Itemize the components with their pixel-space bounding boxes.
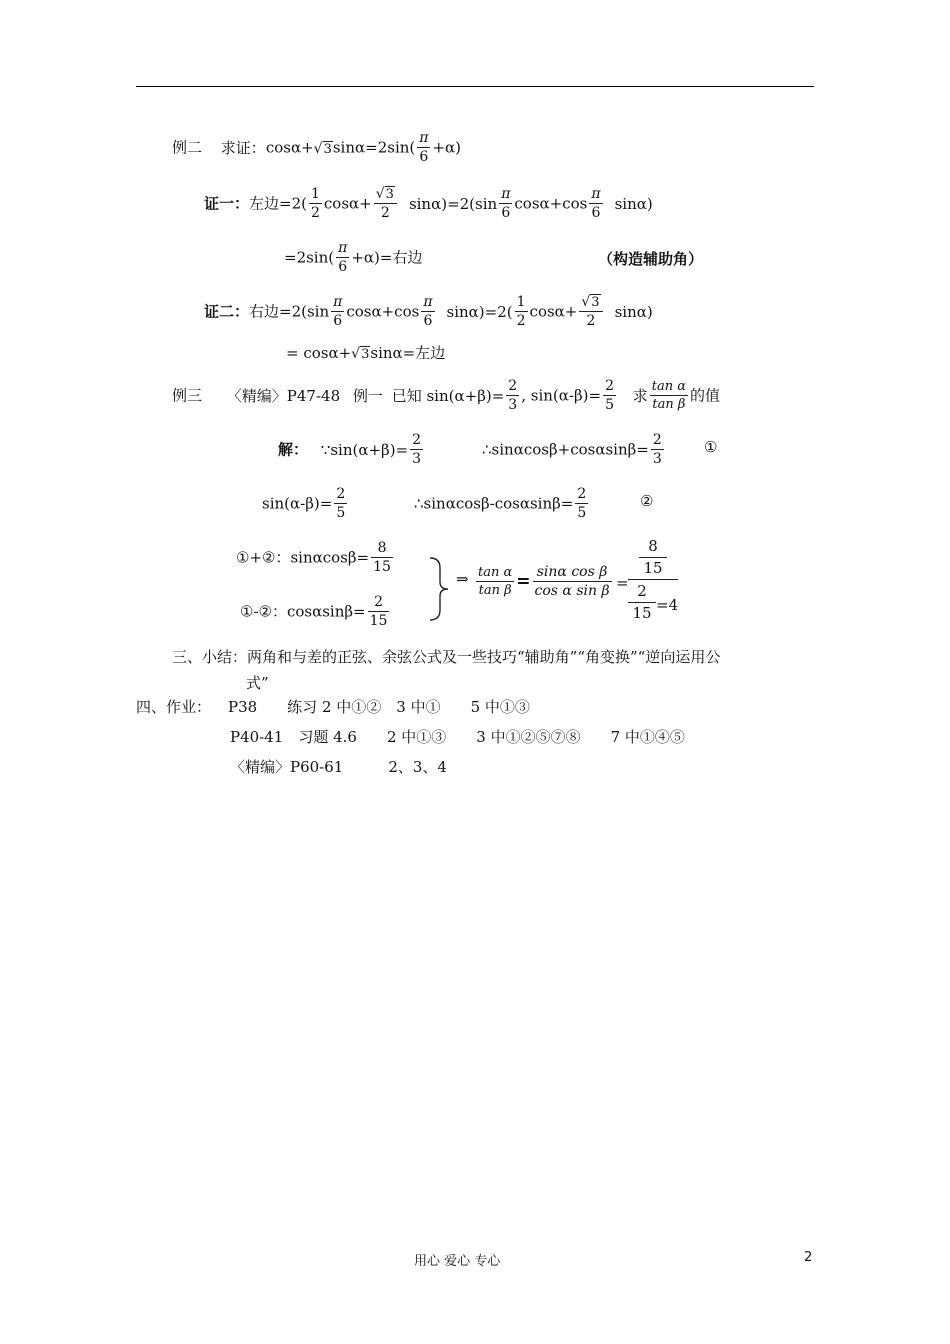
homework-row-2: P40-41 习题 4.6 2 中①③ 3 中①②⑤⑦⑧ 7 中①④⑤ [230,728,685,746]
fraction: $\frac{√3}{2}$ [579,295,602,328]
expr-part: ①-②：cosαsinβ= [240,602,366,621]
proof-1-label: 证一： [204,194,250,213]
proof-2-line-2 [286,342,445,363]
denominator: 2 [586,313,596,329]
expr-part: ①+②：sinαcosβ= [236,548,370,567]
numerator: π [591,186,601,202]
sqrt-arg: 3 [385,187,394,202]
fraction [417,131,430,164]
denominator: 5 [577,505,587,521]
expr-part: cosα+ [323,194,372,213]
header-rule [136,86,814,87]
fraction [589,187,602,220]
fraction [575,487,588,520]
fraction [371,541,393,574]
fraction [603,379,616,412]
denominator: 3 [652,451,662,467]
equals-sign: = [616,574,629,592]
footer-motto: 用心 爱心 专心 [414,1254,501,1269]
expr-part: ∴sinαcosβ-cosαsinβ= [414,494,574,513]
expr-part: , sin(α-β)= [521,386,602,405]
example-3-line [172,380,720,413]
prompt-text: 求证： [220,138,266,157]
fraction [334,487,347,520]
denominator: 2 [380,205,390,221]
homework-label: 四、作业： [136,698,212,716]
denominator: 5 [336,505,346,521]
example-2-label: 例二 [172,138,203,157]
expr-part: sinα=2sin( [332,138,416,157]
expr-part: 的值 [690,386,721,405]
expr-part: cosα+cos [514,194,588,213]
expr-part: 已知 sin(α+β)= [391,386,505,405]
fraction [533,565,612,598]
denominator: 6 [423,313,433,329]
numerator: 8 [648,537,658,555]
fraction [651,433,664,466]
fraction [421,295,434,328]
denominator: 6 [338,259,348,275]
example-3-label: 例三 [172,386,203,405]
equation-marker-2: ② [640,492,654,510]
denominator: 2 [310,205,320,221]
expr-part: sinα) [614,302,653,321]
denominator: 3 [508,397,518,413]
fraction [499,187,512,220]
solution-label: 解： [278,440,309,459]
proof-1-line-2 [284,242,422,275]
summary-line-1: 三、小结：两角和与差的正弦、余弦公式及一些技巧“辅助角”“角变换”“逆向运用公 [172,648,721,666]
fraction [309,187,322,220]
right-brace-icon [426,556,450,622]
solution-line-2b [414,488,590,521]
numerator: sinα cos β [536,564,608,580]
homework-row-1: P38 练习 2 中①② 3 中① 5 中①③ [228,698,530,716]
numerator: π [423,294,433,310]
equals-sign: = [516,571,531,592]
expr-part: cosα+ [529,302,578,321]
difference-line [240,596,391,629]
expr-part: sinα)=2(sin [408,194,498,213]
numerator: 8 [377,540,387,556]
fraction [336,241,349,274]
expr-part: ∵sin(α+β)= [320,440,409,459]
numerator: 2 [652,432,662,448]
numerator: 2 [605,378,614,394]
denominator: 6 [591,205,601,221]
expr-part: = cosα+ [286,344,352,362]
numerator: 1 [516,294,526,310]
denominator: 2 [516,313,526,329]
numerator: 2 [336,486,346,502]
numerator: 2 [637,582,647,600]
ratio-equation [474,566,614,599]
reference: 〈精编〉P47-48 [226,386,341,405]
denominator: 6 [333,313,343,329]
denominator: 6 [501,205,511,221]
proof-2-label: 证二： [204,302,250,321]
solution-line-1 [278,434,425,467]
numerator: 2 [508,378,518,394]
expr-part: ∴sinαcosβ+cosαsinβ= [482,440,649,459]
fraction [506,379,519,412]
expr-part: 右边=2(sin [249,302,330,321]
numerator: 2 [577,486,587,502]
summary-line-2: 式” [246,674,269,692]
page-number: 2 [804,1250,813,1265]
solution-line-2 [262,488,349,521]
denominator: 3 [412,451,422,467]
denominator: tan β [478,583,512,598]
denominator: 15 [643,558,663,577]
denominator: 15 [369,613,388,629]
fraction [410,433,423,466]
sum-line [236,542,395,575]
sqrt-arg: 3 [591,295,600,310]
proof-1-line-1 [204,188,653,221]
fraction: $\frac{√3}{2}$ [374,187,397,220]
equation-marker-1: ① [704,438,718,456]
numerator: π [333,294,343,310]
numerator: 2 [412,432,422,448]
expr-part: sinα) [614,194,653,213]
fraction [650,380,688,411]
expr-part: sinα)=2( [446,302,513,321]
numerator: π [338,240,348,256]
denominator: 6 [419,149,429,165]
sqrt-expr: √3 [313,140,332,157]
homework-row-3: 〈精编〉P60-61 2、3、4 [230,758,447,776]
example-2-line [172,132,461,165]
expr-part: cosα+ [265,138,314,157]
denominator: 5 [605,397,614,413]
sqrt-expr: √3 [351,346,370,362]
expr-part: sinα=左边 [370,344,446,362]
denominator: 15 [373,559,391,575]
numerator: 1 [310,186,320,202]
denominator: tan β [652,397,686,412]
numerator: π [419,130,429,146]
example-label: 例一 [352,386,383,405]
expr-part: 左边=2( [249,194,307,213]
sqrt-arg: 3 [323,141,332,157]
numerator: 2 [374,594,383,610]
numerator: π [501,186,511,202]
auxiliary-angle-note: （构造辅助角） [598,250,704,268]
expr-part: +α) [432,138,462,157]
denominator: 15 [632,603,652,622]
proof-2-line-1 [204,296,653,329]
expr-part: cosα+cos [346,302,420,321]
fraction [331,295,344,328]
solution-line-1b [482,434,666,467]
expr-part: =2sin( [284,248,335,267]
fraction [476,566,514,597]
ask-text: 求 [632,386,648,405]
expr-part: sin(α-β)= [262,494,333,513]
implies-arrow: ⇒ [456,570,469,588]
denominator: cos α sin β [534,583,610,599]
numerator: tan α [478,565,513,580]
sqrt-arg: 3 [361,347,370,362]
numerator: tan α [651,379,687,394]
result: =4 [656,596,679,614]
fraction [515,295,528,328]
fraction [368,595,390,628]
expr-part: +α)=右边 [351,248,423,267]
